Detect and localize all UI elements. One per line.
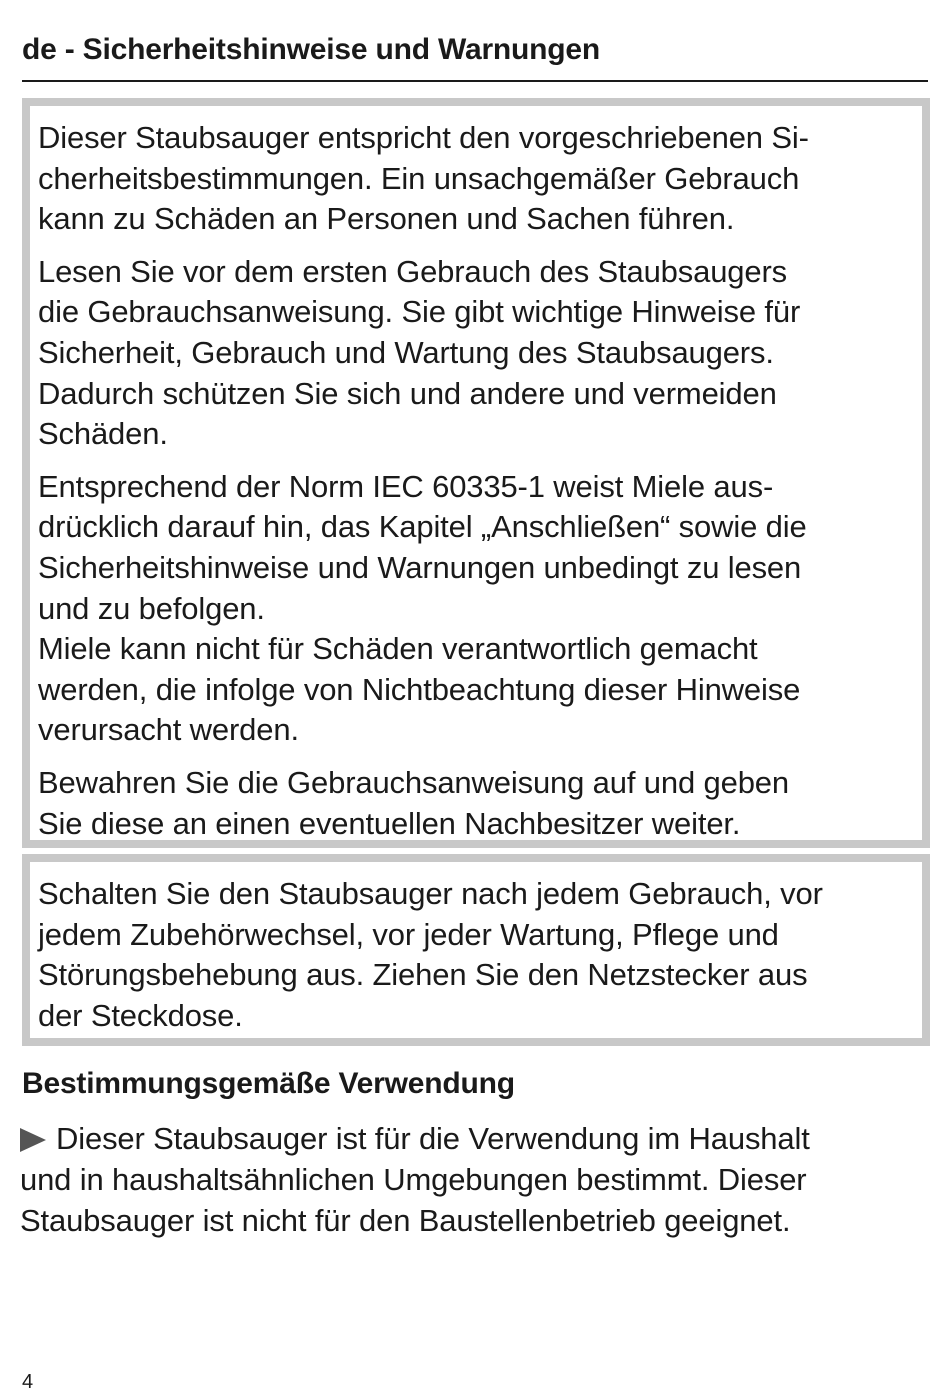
notice-paragraph-1: Dieser Staubsauger entspricht den vorgeschriebenen Si- cherheitsbestimmungen. Ein unsachgemäßer Gebrauch kann zu Schäden an Personen und Sachen führen. <box>38 120 809 237</box>
page-title: de - Sicherheitshinweise und Warnungen <box>22 33 601 66</box>
safety-notice-content <box>38 118 918 844</box>
switch-off-notice-content <box>38 874 918 1036</box>
safety-notice-box <box>22 98 930 848</box>
notice-paragraph-5: Bewahren Sie die Gebrauchsanweisung auf und geben Sie diese an einen eventuellen Nachbesitzer weiter. <box>38 764 789 841</box>
page-number: 4 <box>22 1371 34 1393</box>
section-title: Bestimmungsgemäße Verwendung <box>22 1067 515 1100</box>
page-header <box>22 30 928 82</box>
switch-off-notice-box <box>22 854 930 1046</box>
intended-use-paragraph: Dieser Staubsauger ist für die Verwendung im Haushalt und in haushaltsähnlichen Umgebungen bestimmt. Dieser Staubsauger ist nicht für den Baustellenbetrieb geeignet. <box>20 1121 810 1238</box>
triangle-right-icon <box>20 1128 46 1152</box>
notice-paragraph-3: Entsprechend der Norm IEC 60335-1 weist Miele aus- drücklich darauf hin, das Kapitel „Anschließen“ sowie die Sicherheitshinweise und Warnungen unbedingt zu lesen und zu befolgen. <box>38 468 807 626</box>
notice-paragraph-4: Miele kann nicht für Schäden verantwortlich gemacht werden, die infolge von Nichtbeachtung dieser Hinweise verursacht werden. <box>38 631 801 748</box>
switch-off-paragraph: Schalten Sie den Staubsauger nach jedem Gebrauch, vor jedem Zubehörwechsel, vor jeder Wartung, Pflege und Störungsbehebung aus. Ziehen Sie den Netzstecker aus der Steckdose. <box>38 876 823 1033</box>
notice-paragraph-2: Lesen Sie vor dem ersten Gebrauch des Staubsaugers die Gebrauchsanweisung. Sie gibt wichtige Hinweise für Sicherheit, Gebrauch und Wartung des Staubsaugers. Dadurch schützen Sie sich und andere und vermeiden Schäden. <box>38 253 801 452</box>
